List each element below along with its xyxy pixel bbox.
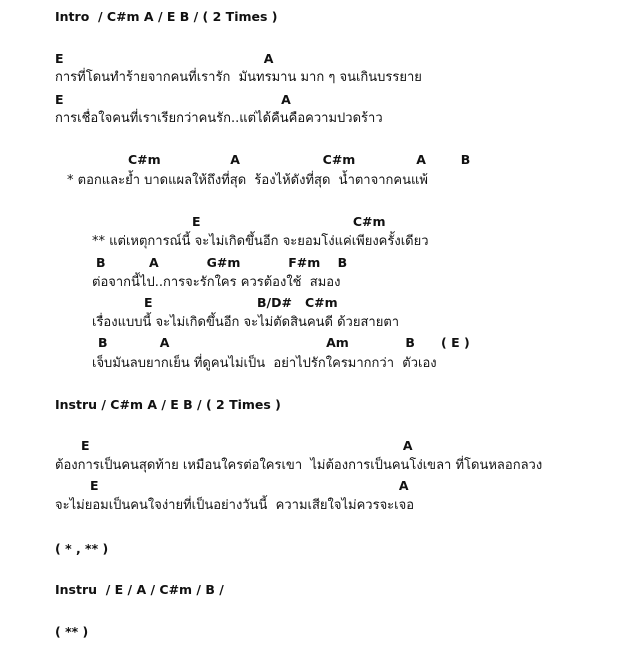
verse2-chord-line-2: E A bbox=[90, 478, 409, 493]
bridge-chord-line-1: E C#m bbox=[192, 214, 386, 229]
verse2-lyric-line-1: ต้องการเป็นคนสุดท้าย เหมือนใครต่อใครเขา ไม่ต้องการเป็นคนโง่เขลา ที่โดนหลอกลวง bbox=[55, 458, 543, 473]
repeat-marker-1: ( * , ** ) bbox=[55, 541, 109, 556]
bridge-lyric-line-1: ** แต่เหตุการณ์นี้ จะไม่เกิดขึ้นอีก จะยอมโง่แค่เพียงครั้งเดียว bbox=[92, 234, 429, 249]
bridge-chord-line-4: B A Am B ( E ) bbox=[98, 335, 470, 350]
chorus-chord-line: C#m A C#m A B bbox=[128, 152, 471, 167]
instrumental-line-2: Instru / E / A / C#m / B / bbox=[55, 582, 224, 597]
verse2-chord-line-1: E A bbox=[81, 438, 413, 453]
verse1-lyric-line-1: การที่โดนทำร้ายจากคนที่เรารัก มันทรมาน มาก ๆ จนเกินบรรยาย bbox=[55, 70, 422, 85]
repeat-marker-2: ( ** ) bbox=[55, 624, 89, 639]
bridge-chord-line-3: E B/D# C#m bbox=[144, 295, 338, 310]
verse1-chord-line-1: E A bbox=[55, 51, 274, 66]
instrumental-line-1: Instru / C#m A / E B / ( 2 Times ) bbox=[55, 397, 281, 412]
verse1-lyric-line-2: การเชื่อใจคนที่เราเรียกว่าคนรัก..แต่ได้คืนคือความปวดร้าว bbox=[55, 111, 383, 126]
bridge-lyric-line-3: เรื่องแบบนี้ จะไม่เกิดขึ้นอีก จะไม่ตัดสินคนดี ด้วยสายตา bbox=[92, 315, 400, 330]
intro-line: Intro / C#m A / E B / ( 2 Times ) bbox=[55, 9, 278, 24]
bridge-lyric-line-2: ต่อจากนี้ไป..การจะรักใคร ควรต้องใช้ สมอง bbox=[92, 275, 341, 290]
verse2-lyric-line-2: จะไม่ยอมเป็นคนใจง่ายที่เป็นอย่างวันนี้ ความเสียใจไม่ควรจะเจอ bbox=[55, 498, 415, 513]
bridge-lyric-line-4: เจ็บมันลบยากเย็น ที่ดูคนไม่เป็น อย่าไปรักใครมากกว่า ตัวเอง bbox=[92, 356, 437, 371]
bridge-chord-line-2: B A G#m F#m B bbox=[96, 255, 348, 270]
chorus-lyric-line: * ตอกและย้ำ บาดแผลให้ถึงที่สุด ร้องไห้ดังที่สุด น้ำตาจากคนแพ้ bbox=[67, 173, 428, 188]
verse1-chord-line-2: E A bbox=[55, 92, 291, 107]
